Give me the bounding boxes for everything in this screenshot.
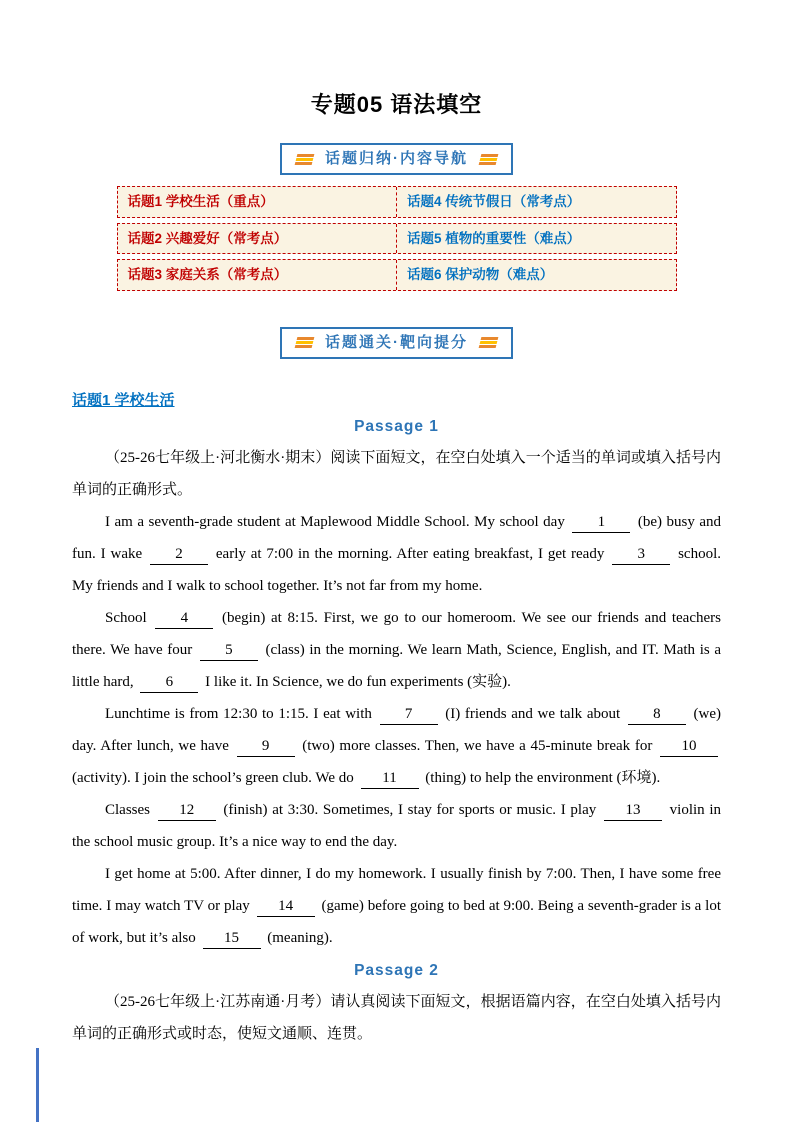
banner-box	[280, 143, 513, 175]
banner-box	[280, 327, 513, 359]
passage1-body	[72, 506, 721, 954]
banner-topics-nav	[72, 143, 721, 175]
fill-blank-11: 11	[361, 768, 419, 789]
fill-blank-13: 13	[604, 800, 662, 821]
passage-paragraph: Lunchtime is from 12:30 to 1:15. I eat with 7 (I) friends and we talk about 8 (we) day. After lunch, we have 9 (two) more classes. Then, we have a 45-minute break for 10 (activity). I join the school’s green club. We do 11 (thing) to help the environment (环境).	[72, 698, 721, 794]
passage-paragraph: I get home at 5:00. After dinner, I do my homework. I usually finish by 7:00. Then, I have some free time. I may watch TV or play 14 (game) before going to bed at 9:00. Being a seventh-grader is a lot of work, but it’s also 15 (meaning).	[72, 858, 721, 954]
topic-cell-5: 话题5 植物的重要性（难点）	[407, 230, 581, 246]
fill-blank-5: 5	[200, 640, 258, 661]
fill-blank-9: 9	[237, 736, 295, 757]
fill-blank-2: 2	[150, 544, 208, 565]
fill-blank-8: 8	[628, 704, 686, 725]
passage2-instruction: （25-26七年级上·江苏南通·月考）请认真阅读下面短文，根据语篇内容，在空白处填入括号内单词的正确形式或时态，使短文通顺、连贯。	[72, 993, 721, 1042]
passage-paragraph: I am a seventh-grade student at Maplewood Middle School. My school day 1 (be) busy and fun. I wake 2 early at 7:00 in the morning. After eating breakfast, I get ready 3 school. My friends and I walk to school together. It’s not far from my home.	[72, 513, 722, 594]
passage2-title: Passage 2	[354, 961, 439, 979]
fill-blank-1: 1	[572, 512, 630, 533]
table-row	[117, 223, 677, 255]
fill-blank-4: 4	[155, 608, 213, 629]
doc-title: 专题05 语法填空	[310, 92, 483, 117]
hash-decoration-icon	[479, 337, 499, 348]
table-row	[117, 186, 677, 218]
fill-blank-7: 7	[380, 704, 438, 725]
topic-cell-4: 话题4 传统节假日（常考点）	[407, 194, 581, 209]
topics-table	[117, 186, 677, 291]
topic-cell-6: 话题6 保护动物（难点）	[407, 267, 554, 283]
page-edge-line	[36, 1048, 39, 1122]
topic-cell-3: 话题3 家庭关系（常考点）	[118, 260, 398, 290]
topic-cell-1: 话题1 学校生活（重点）	[118, 187, 398, 217]
banner-label: 话题归纳·内容导航	[325, 150, 468, 167]
banner-practice	[72, 327, 721, 359]
hash-decoration-icon	[295, 154, 315, 165]
fill-blank-12: 12	[158, 800, 216, 821]
topic-cell-2: 话题2 兴趣爱好（常考点）	[118, 224, 398, 254]
passage1-title: Passage 1	[354, 417, 439, 435]
fill-blank-6: 6	[140, 672, 198, 693]
fill-blank-15: 15	[203, 928, 261, 949]
fill-blank-3: 3	[612, 544, 670, 565]
passage-paragraph: Classes 12 (finish) at 3:30. Sometimes, I stay for sports or music. I play 13 violin in the school music group. It’s a nice way to end the day.	[72, 801, 722, 850]
section-heading-topic1: 话题1 学校生活	[72, 391, 175, 409]
fill-blank-14: 14	[257, 896, 315, 917]
table-row	[117, 259, 677, 291]
hash-decoration-icon	[295, 337, 315, 348]
hash-decoration-icon	[479, 154, 499, 165]
fill-blank-10: 10	[660, 736, 718, 757]
passage1-instruction: （25-26七年级上·河北衡水·期末）阅读下面短文，在空白处填入一个适当的单词或填入括号内单词的正确形式。	[72, 449, 721, 498]
banner-label: 话题通关·靶向提分	[325, 333, 468, 351]
passage-paragraph: School 4 (begin) at 8:15. First, we go to our homeroom. We see our friends and teachers there. We have four 5 (class) in the morning. We learn Math, Science, English, and IT. Math is a little hard, 6 I like it. In Science, we do fun experiments (实验).	[72, 602, 721, 698]
